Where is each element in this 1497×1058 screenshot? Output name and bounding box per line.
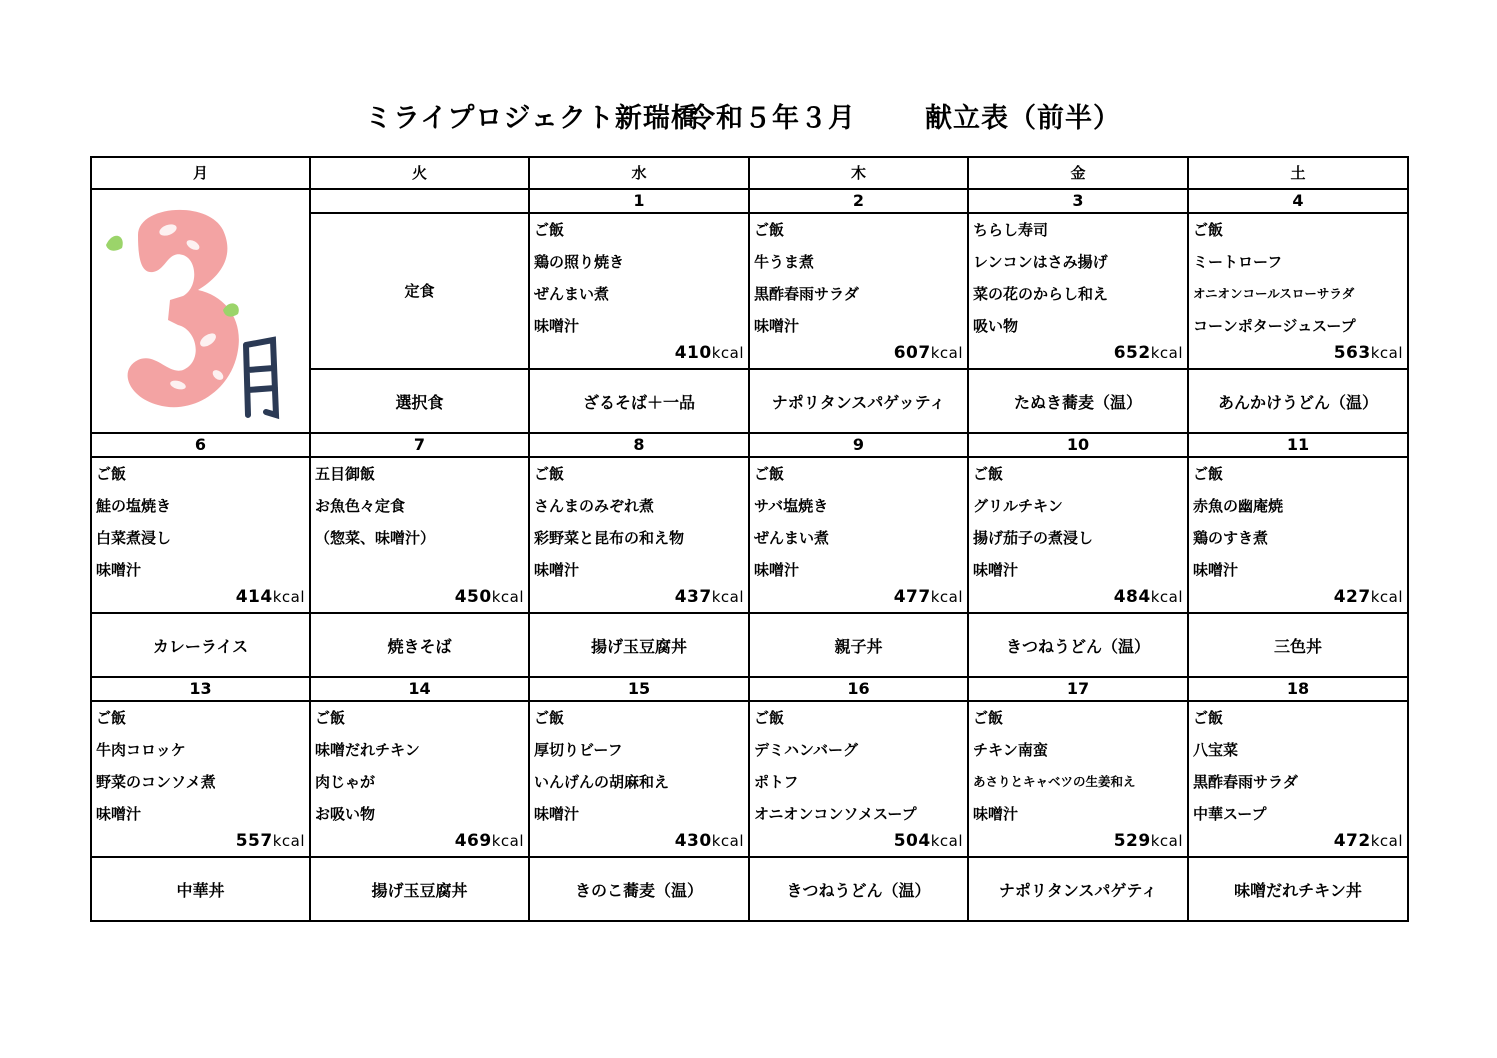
alt-menu-cell: ナポリタンスパゲッティ [749, 369, 968, 433]
menu-item: 肉じゃが [315, 773, 376, 791]
kcal-value [675, 587, 744, 607]
weekday-fri: 金 [968, 157, 1188, 189]
kcal-value [1114, 343, 1183, 363]
menu-item: 黒酢春雨サラダ [1193, 773, 1298, 791]
alt-menu-cell: 中華丼 [91, 857, 310, 921]
kcal-value [1114, 831, 1183, 851]
kcal-number: 469 [454, 831, 492, 851]
menu-item: ポトフ [754, 773, 799, 791]
march-logo [91, 189, 310, 433]
kcal-value [1334, 343, 1403, 363]
alt-menu-cell: きつねうどん（温） [968, 613, 1188, 677]
kcal-number: 450 [454, 587, 492, 607]
menu-item: 味噌汁 [754, 561, 800, 579]
kcal-unit: kcal [491, 588, 524, 606]
menu-item: 彩野菜と昆布の和え物 [534, 529, 685, 547]
set-menu-cell [749, 213, 968, 369]
menu-item: 中華スープ [1193, 805, 1267, 823]
kcal-unit: kcal [1150, 344, 1183, 362]
kcal-number: 477 [893, 587, 931, 607]
menu-item: 鶏のすき煮 [1193, 529, 1269, 547]
set-menu-cell [968, 213, 1188, 369]
kcal-unit: kcal [491, 832, 524, 850]
menu-item: 五目御飯 [315, 465, 376, 483]
set-menu-cell [310, 701, 529, 857]
kcal-number: 430 [674, 831, 712, 851]
kcal-value [1334, 587, 1403, 607]
menu-item: 味噌汁 [754, 317, 800, 335]
menu-item: チキン南蛮 [973, 741, 1048, 759]
kcal-value [236, 587, 305, 607]
menu-item: ご飯 [1193, 221, 1224, 239]
kcal-unit: kcal [930, 588, 963, 606]
menu-item: コーンポタージュスープ [1193, 317, 1356, 335]
date-cell: 15 [529, 677, 749, 701]
kcal-number: 563 [1333, 343, 1371, 363]
menu-item: 味噌汁 [534, 561, 580, 579]
date-cell: 1 [529, 189, 749, 213]
set-menu-cell [91, 457, 310, 613]
menu-item: ミートローフ [1193, 253, 1283, 271]
date-cell: 10 [968, 433, 1188, 457]
set-menu-cell [310, 457, 529, 613]
set-menu-cell [1188, 701, 1408, 857]
menu-item: 牛うま煮 [754, 253, 815, 271]
date-cell: 18 [1188, 677, 1408, 701]
date-cell: 6 [91, 433, 310, 457]
alt-menu-cell: 味噌だれチキン丼 [1188, 857, 1408, 921]
set-menu-cell [749, 701, 968, 857]
menu-item: ご飯 [1193, 709, 1224, 727]
weekday-header-row [91, 157, 1408, 189]
row-label-set [310, 213, 529, 369]
kcal-value [894, 587, 963, 607]
kcal-value [894, 343, 963, 363]
menu-item: ご飯 [754, 465, 785, 483]
kcal-value [1114, 587, 1183, 607]
kcal-number: 557 [235, 831, 273, 851]
menu-label: 献立表（前半） [925, 103, 1121, 134]
period: 令和５年３月 [688, 103, 856, 134]
menu-item: ご飯 [973, 465, 1004, 483]
menu-item: （惣菜、味噌汁） [315, 529, 436, 547]
alt-menu-cell: きつねうどん（温） [749, 857, 968, 921]
row-label-set-text: 定食 [404, 282, 435, 300]
menu-item: ご飯 [534, 709, 565, 727]
kcal-value [1334, 831, 1403, 851]
kcal-number: 410 [674, 343, 712, 363]
date-cell: 7 [310, 433, 529, 457]
set-menu-cell [968, 457, 1188, 613]
kcal-number: 504 [893, 831, 931, 851]
set-menu-cell [968, 701, 1188, 857]
menu-item: オニオンコンソメスープ [754, 805, 917, 823]
menu-item: 鶏の照り焼き [534, 253, 625, 271]
menu-item [311, 554, 528, 586]
menu-item: 野菜のコンソメ煮 [96, 773, 216, 791]
alt-menu-cell: あんかけうどん（温） [1188, 369, 1408, 433]
page-title [0, 96, 1497, 136]
kcal-unit: kcal [272, 588, 305, 606]
menu-item: 味噌汁 [973, 561, 1019, 579]
menu-table [90, 156, 1409, 922]
menu-item: 味噌だれチキン [315, 741, 420, 759]
menu-item: ご飯 [754, 709, 785, 727]
menu-item: ちらし寿司 [973, 221, 1049, 239]
alt-menu-cell: ざるそば＋一品 [529, 369, 749, 433]
facility-name: ミライプロジェクト新瑞橋 [365, 103, 699, 134]
kcal-value [236, 831, 305, 851]
kcal-number: 414 [235, 587, 273, 607]
kcal-unit: kcal [930, 832, 963, 850]
alt-menu-cell: 焼きそば [310, 613, 529, 677]
set-menu-cell [1188, 457, 1408, 613]
weekday-sat: 土 [1188, 157, 1408, 189]
menu-item: ご飯 [315, 709, 346, 727]
menu-item: デミハンバーグ [754, 741, 858, 759]
menu-item: ご飯 [1193, 465, 1224, 483]
kcal-number: 427 [1333, 587, 1371, 607]
kcal-number: 529 [1113, 831, 1151, 851]
march-3-month-icon [98, 200, 298, 426]
menu-item: 味噌汁 [96, 561, 142, 579]
menu-item: 揚げ茄子の煮浸し [973, 529, 1094, 547]
menu-item: さんまのみぞれ煮 [534, 497, 655, 515]
kcal-unit: kcal [711, 588, 744, 606]
set-menu-cell [529, 213, 749, 369]
menu-item: 赤魚の幽庵焼 [1193, 497, 1284, 515]
logo-leaf-top [106, 236, 123, 251]
kcal-unit: kcal [1370, 832, 1403, 850]
kcal-value [455, 587, 524, 607]
menu-item: いんげんの胡麻和え [534, 773, 670, 791]
kcal-unit: kcal [1370, 344, 1403, 362]
alt-menu-cell: カレーライス [91, 613, 310, 677]
date-cell: 16 [749, 677, 968, 701]
date-cell: 11 [1188, 433, 1408, 457]
menu-item: ご飯 [96, 709, 127, 727]
alt-menu-cell: 親子丼 [749, 613, 968, 677]
date-row [91, 677, 1408, 701]
row-label-alt: 選択食 [310, 369, 529, 433]
kcal-unit: kcal [711, 832, 744, 850]
weekday-wed: 水 [529, 157, 749, 189]
menu-item: レンコンはさみ揚げ [973, 253, 1108, 271]
date-cell: 3 [968, 189, 1188, 213]
set-menu-cell [529, 457, 749, 613]
menu-item: 味噌汁 [534, 317, 580, 335]
menu-item: グリルチキン [973, 497, 1063, 515]
menu-item: 味噌汁 [96, 805, 142, 823]
menu-item: ご飯 [754, 221, 785, 239]
kcal-value [675, 343, 744, 363]
kcal-unit: kcal [930, 344, 963, 362]
set-menu-cell [749, 457, 968, 613]
weekday-thu: 木 [749, 157, 968, 189]
date-cell: 8 [529, 433, 749, 457]
menu-item: ぜんまい煮 [534, 285, 610, 303]
menu-item: 白菜煮浸し [96, 529, 172, 547]
set-menu-row [91, 701, 1408, 857]
menu-item: 厚切りビーフ [534, 741, 623, 759]
kcal-value [455, 831, 524, 851]
kcal-number: 484 [1113, 587, 1151, 607]
menu-item: 味噌汁 [1193, 561, 1239, 579]
date-cell: 9 [749, 433, 968, 457]
menu-item: ぜんまい煮 [754, 529, 830, 547]
menu-item: 鮭の塩焼き [96, 497, 172, 515]
date-cell: 2 [749, 189, 968, 213]
menu-item: 味噌汁 [973, 805, 1019, 823]
alt-menu-cell: 揚げ玉豆腐丼 [529, 613, 749, 677]
kcal-value [894, 831, 963, 851]
kcal-unit: kcal [1370, 588, 1403, 606]
set-menu-cell [1188, 213, 1408, 369]
logo-kanji-month [246, 340, 276, 415]
date-cell [310, 189, 529, 213]
kcal-unit: kcal [272, 832, 305, 850]
menu-item: ご飯 [534, 221, 565, 239]
kcal-number: 437 [674, 587, 712, 607]
menu-item: 牛肉コロッケ [96, 741, 186, 759]
menu-item: サバ塩焼き [754, 497, 829, 515]
set-menu-cell [529, 701, 749, 857]
set-menu-cell [91, 701, 310, 857]
menu-item: ご飯 [973, 709, 1004, 727]
kcal-number: 652 [1113, 343, 1151, 363]
date-row [91, 189, 1408, 213]
menu-item: 黒酢春雨サラダ [754, 285, 859, 303]
weekday-tue: 火 [310, 157, 529, 189]
menu-item: お魚色々定食 [315, 497, 406, 515]
kcal-unit: kcal [1150, 832, 1183, 850]
menu-item: ご飯 [96, 465, 127, 483]
menu-item: 八宝菜 [1193, 741, 1239, 759]
weekday-mon: 月 [91, 157, 310, 189]
menu-item: 吸い物 [973, 317, 1019, 335]
date-row [91, 433, 1408, 457]
menu-item: 菜の花のからし和え [973, 285, 1109, 303]
alt-menu-cell: ナポリタンスパゲティ [968, 857, 1188, 921]
alt-menu-row [91, 613, 1408, 677]
kcal-unit: kcal [711, 344, 744, 362]
alt-menu-cell: 揚げ玉豆腐丼 [310, 857, 529, 921]
kcal-value [675, 831, 744, 851]
date-cell: 17 [968, 677, 1188, 701]
date-cell: 4 [1188, 189, 1408, 213]
menu-item: お吸い物 [315, 805, 376, 823]
kcal-number: 607 [893, 343, 931, 363]
kcal-number: 472 [1333, 831, 1371, 851]
date-cell: 14 [310, 677, 529, 701]
alt-menu-row [91, 857, 1408, 921]
menu-item: あさりとキャベツの生姜和え [973, 774, 1136, 789]
date-cell: 13 [91, 677, 310, 701]
kcal-unit: kcal [1150, 588, 1183, 606]
alt-menu-cell: たぬき蕎麦（温） [968, 369, 1188, 433]
menu-item: 味噌汁 [534, 805, 580, 823]
menu-item: オニオンコールスローサラダ [1193, 286, 1355, 301]
menu-item: ご飯 [534, 465, 565, 483]
set-menu-row [91, 457, 1408, 613]
alt-menu-cell: きのこ蕎麦（温） [529, 857, 749, 921]
alt-menu-cell: 三色丼 [1188, 613, 1408, 677]
